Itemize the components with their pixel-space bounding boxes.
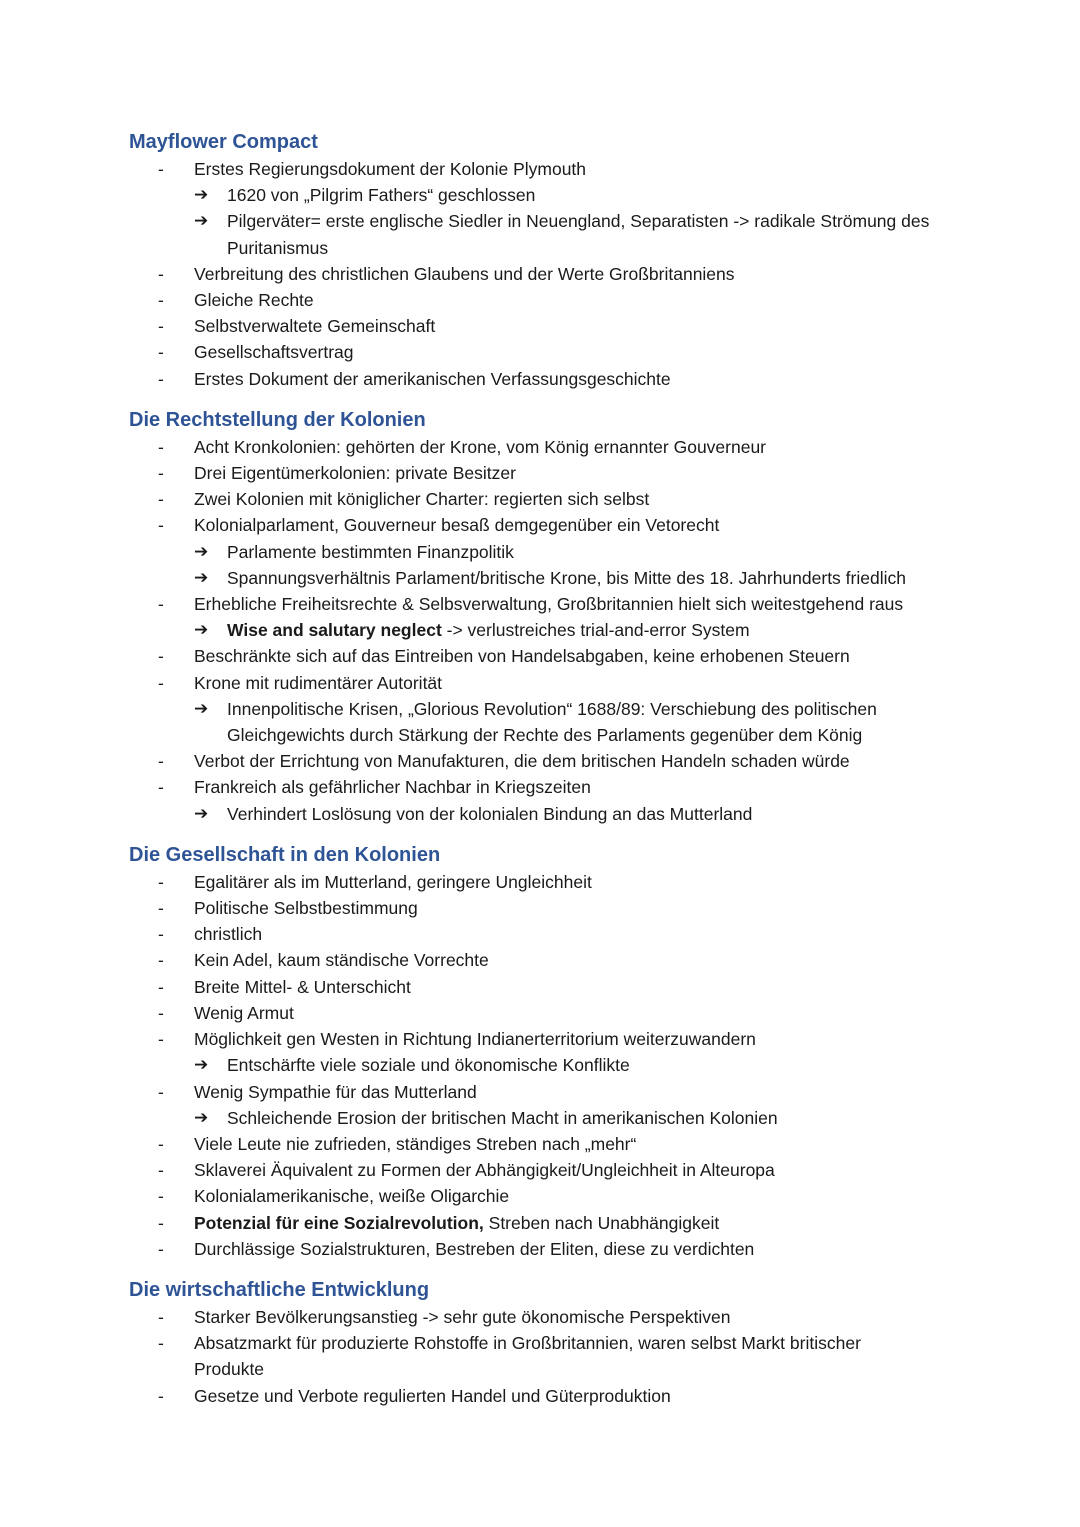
- list-item: [129, 1236, 989, 1262]
- sub-item-continuation: Puritanismus: [227, 237, 329, 258]
- list-item-text: christlich: [194, 924, 263, 945]
- list-item-line: [129, 974, 989, 1000]
- list-item-text: Selbstverwaltete Gemeinschaft: [194, 316, 436, 337]
- dash-bullet: -: [158, 1186, 164, 1207]
- sub-item-text: Parlamente bestimmten Finanzpolitik: [227, 541, 514, 562]
- list-item-text: Egalitärer als im Mutterland, geringere Ungleichheit: [194, 871, 592, 892]
- arrow-right-icon: ➔: [194, 620, 209, 640]
- list-item: [129, 1383, 989, 1409]
- dash-bullet: -: [158, 342, 164, 363]
- list-item-line: [129, 1157, 989, 1183]
- dash-bullet: -: [158, 263, 164, 284]
- list-item-text: Gleiche Rechte: [194, 290, 314, 311]
- dash-bullet: -: [158, 436, 164, 457]
- list-item-line: [129, 947, 989, 973]
- dash-bullet: -: [158, 489, 164, 510]
- list-item-text: Krone mit rudimentärer Autorität: [194, 672, 443, 693]
- dash-bullet: -: [158, 1160, 164, 1181]
- dash-bullet: -: [158, 1212, 164, 1233]
- list-item-line: [129, 921, 989, 947]
- sub-item: [129, 539, 989, 565]
- dash-bullet: -: [158, 316, 164, 337]
- list-item: [129, 1183, 989, 1209]
- dash-bullet: -: [158, 159, 164, 179]
- list-item-text: Erstes Regierungsdokument der Kolonie Plymouth: [194, 159, 587, 179]
- sub-item-text: 1620 von „Pilgrim Fathers“ geschlossen: [227, 185, 536, 206]
- dash-bullet: -: [158, 463, 164, 484]
- arrow-right-icon: ➔: [194, 541, 209, 561]
- dash-bullet: -: [158, 1385, 164, 1406]
- list-item: [129, 1026, 989, 1078]
- list-item: [129, 947, 989, 973]
- list-item: [129, 748, 989, 774]
- sub-item: [129, 617, 989, 643]
- sub-item: [129, 208, 989, 234]
- list-item: [129, 1210, 989, 1236]
- dash-bullet: -: [158, 1333, 164, 1354]
- list-item: [129, 1131, 989, 1157]
- list-item: [129, 869, 989, 895]
- list-item-line: [129, 1131, 989, 1157]
- list-item: [129, 512, 989, 591]
- list-item: [129, 895, 989, 921]
- list-item-line: [129, 366, 989, 392]
- list-item: [129, 261, 989, 287]
- section-spacer: [129, 1262, 989, 1276]
- list-item-line: [129, 1183, 989, 1209]
- list-item: [129, 643, 989, 669]
- arrow-right-icon: ➔: [194, 698, 209, 718]
- list-item-line: [129, 1236, 989, 1262]
- arrow-right-icon: ➔: [194, 803, 209, 823]
- list-item: [129, 974, 989, 1000]
- dash-bullet: -: [158, 290, 164, 311]
- list-item-text: Verbreitung des christlichen Glaubens und der Werte Großbritanniens: [194, 263, 735, 284]
- list-item-line: [129, 512, 989, 538]
- list-item-line: [129, 339, 989, 365]
- sub-item-text: -> verlustreiches trial-and-error System: [441, 620, 750, 641]
- dash-bullet: -: [158, 751, 164, 772]
- dash-bullet: -: [158, 898, 164, 919]
- list-item: [129, 287, 989, 313]
- dash-bullet: -: [158, 1133, 164, 1154]
- arrow-right-icon: ➔: [194, 567, 209, 587]
- sub-item: [129, 1052, 989, 1078]
- list-item-text: Gesetze und Verbote regulierten Handel und Güterproduktion: [194, 1385, 671, 1406]
- list-item-text: Möglichkeit gen Westen in Richtung Indianerterritorium weiterzuwandern: [194, 1029, 756, 1050]
- list-item-text: Viele Leute nie zufrieden, ständiges Streben nach „mehr“: [194, 1133, 637, 1154]
- list-item: [129, 339, 989, 365]
- list-item-text: Politische Selbstbestimmung: [194, 898, 418, 919]
- sub-item-text: Spannungsverhältnis Parlament/britische Krone, bis Mitte des 18. Jahrhunderts friedlich: [227, 567, 906, 588]
- list-item-text: Erhebliche Freiheitsrechte & Selbsverwaltung, Großbritannien hielt sich weitestgehend raus: [194, 594, 904, 615]
- sub-item: [129, 696, 989, 722]
- list-item-line: [129, 895, 989, 921]
- dash-bullet: -: [158, 1029, 164, 1050]
- section-spacer: [129, 392, 989, 406]
- list-item: [129, 460, 989, 486]
- section-heading: Die wirtschaftliche Entwicklung: [129, 1278, 430, 1301]
- list-item: [129, 1304, 989, 1330]
- list-item-line: [129, 774, 989, 800]
- sub-item: [129, 1105, 989, 1131]
- list-item-text: Wenig Sympathie für das Mutterland: [194, 1081, 477, 1102]
- section-heading: Die Rechtstellung der Kolonien: [129, 408, 426, 431]
- list-item-text: Absatzmarkt für produzierte Rohstoffe in Großbritannien, waren selbst Markt britischer: [194, 1333, 861, 1354]
- list-item: [129, 313, 989, 339]
- list-item-line: [129, 460, 989, 486]
- list-item: [129, 366, 989, 392]
- dash-bullet: -: [158, 594, 164, 615]
- dash-bullet: -: [158, 1081, 164, 1102]
- list-item-text: Beschränkte sich auf das Eintreiben von Handelsabgaben, keine erhobenen Steuern: [194, 646, 850, 667]
- dash-bullet: -: [158, 368, 164, 389]
- list-item-text: Kolonialparlament, Gouverneur besaß demgegenüber ein Vetorecht: [194, 515, 720, 536]
- list-item: [129, 156, 989, 261]
- list-item-text: Breite Mittel- & Unterschicht: [194, 976, 411, 997]
- bold-text: Wise and salutary neglect: [227, 620, 442, 641]
- dash-bullet: -: [158, 515, 164, 536]
- bullet-list: [129, 156, 989, 392]
- dash-bullet: -: [158, 1002, 164, 1023]
- sub-item-text: Pilgerväter= erste englische Siedler in Neuengland, Separatisten -> radikale Strömung des: [227, 211, 930, 232]
- section-heading: Mayflower Compact: [129, 131, 318, 153]
- list-item-text: Wenig Armut: [194, 1002, 294, 1023]
- dash-bullet: -: [158, 924, 164, 945]
- document-content: [129, 128, 989, 1409]
- list-item: [129, 1330, 989, 1382]
- list-item-line: [129, 156, 989, 182]
- list-item: [129, 1079, 989, 1131]
- list-item: [129, 1000, 989, 1026]
- section: [129, 128, 989, 392]
- dash-bullet: -: [158, 871, 164, 892]
- sub-item: [129, 801, 989, 827]
- list-item-line: [129, 261, 989, 287]
- list-item: [129, 670, 989, 749]
- list-item-line: [129, 313, 989, 339]
- sub-item: [129, 182, 989, 208]
- list-item: [129, 1157, 989, 1183]
- dash-bullet: -: [158, 1306, 164, 1327]
- sub-item: [129, 565, 989, 591]
- list-item-text: Verbot der Errichtung von Manufakturen, die dem britischen Handeln schaden würde: [194, 751, 850, 772]
- list-item: [129, 591, 989, 643]
- arrow-right-icon: ➔: [194, 1055, 209, 1075]
- list-item-line: [129, 1026, 989, 1052]
- section-spacer: [129, 827, 989, 841]
- bold-text: Potenzial für eine Sozialrevolution,: [194, 1212, 484, 1233]
- dash-bullet: -: [158, 777, 164, 798]
- list-item-line: [129, 434, 989, 460]
- list-item-line: [129, 486, 989, 512]
- list-item: [129, 434, 989, 460]
- sub-item-text: Verhindert Loslösung von der kolonialen Bindung an das Mutterland: [227, 803, 753, 824]
- sub-item-text: Schleichende Erosion der britischen Macht in amerikanischen Kolonien: [227, 1107, 778, 1128]
- list-item: [129, 921, 989, 947]
- list-item-text: Frankreich als gefährlicher Nachbar in Kriegszeiten: [194, 777, 591, 798]
- dash-bullet: -: [158, 950, 164, 971]
- list-item-line: [129, 1000, 989, 1026]
- list-item-line: [129, 1383, 989, 1409]
- sub-item-text: Innenpolitische Krisen, „Glorious Revolution“ 1688/89: Verschiebung des politischen: [227, 698, 877, 719]
- list-item-text: Kolonialamerikanische, weiße Oligarchie: [194, 1186, 510, 1207]
- dash-bullet: -: [158, 646, 164, 667]
- list-item-text: Zwei Kolonien mit königlicher Charter: regierten sich selbst: [194, 489, 650, 510]
- list-item-text: Acht Kronkolonien: gehörten der Krone, vom König ernannter Gouverneur: [194, 436, 767, 457]
- list-item-text: Sklaverei Äquivalent zu Formen der Abhängigkeit/Ungleichheit in Alteuropa: [194, 1160, 775, 1181]
- list-item-text: Gesellschaftsvertrag: [194, 342, 354, 363]
- list-item-text: Starker Bevölkerungsanstieg -> sehr gute ökonomische Perspektiven: [194, 1306, 731, 1327]
- section: [129, 1276, 989, 1409]
- dash-bullet: -: [158, 976, 164, 997]
- list-item-line: [129, 869, 989, 895]
- list-item-line: [129, 591, 989, 617]
- list-item-line: [129, 748, 989, 774]
- list-item-text: Durchlässige Sozialstrukturen, Bestreben der Eliten, diese zu verdichten: [194, 1238, 755, 1259]
- list-item-line: [129, 1079, 989, 1105]
- arrow-right-icon: ➔: [194, 1107, 209, 1127]
- arrow-right-icon: ➔: [194, 185, 209, 205]
- dash-bullet: -: [158, 672, 164, 693]
- bullet-list: [129, 869, 989, 1262]
- list-item-continuation: Produkte: [194, 1359, 265, 1380]
- list-item-text: Streben nach Unabhängigkeit: [483, 1212, 720, 1233]
- list-item-line: [129, 1330, 989, 1356]
- sub-item-text: Entschärfte viele soziale und ökonomische Konflikte: [227, 1055, 630, 1076]
- sub-item-continuation: Gleichgewichts durch Stärkung der Rechte des Parlaments gegenüber dem König: [227, 725, 863, 746]
- list-item-text: Kein Adel, kaum ständische Vorrechte: [194, 950, 489, 971]
- arrow-right-icon: ➔: [194, 211, 209, 231]
- list-item-line: [129, 643, 989, 669]
- list-item-line: [129, 1210, 989, 1236]
- list-item-line: [129, 670, 989, 696]
- list-item: [129, 486, 989, 512]
- section: [129, 841, 989, 1262]
- list-item-text: Drei Eigentümerkolonien: private Besitzer: [194, 463, 516, 484]
- list-item-line: [129, 287, 989, 313]
- dash-bullet: -: [158, 1238, 164, 1259]
- section: [129, 406, 989, 827]
- section-heading: Die Gesellschaft in den Kolonien: [129, 843, 441, 866]
- list-item: [129, 774, 989, 826]
- bullet-list: [129, 1304, 989, 1409]
- bullet-list: [129, 434, 989, 827]
- list-item-line: [129, 1304, 989, 1330]
- list-item-text: Erstes Dokument der amerikanischen Verfassungsgeschichte: [194, 368, 671, 389]
